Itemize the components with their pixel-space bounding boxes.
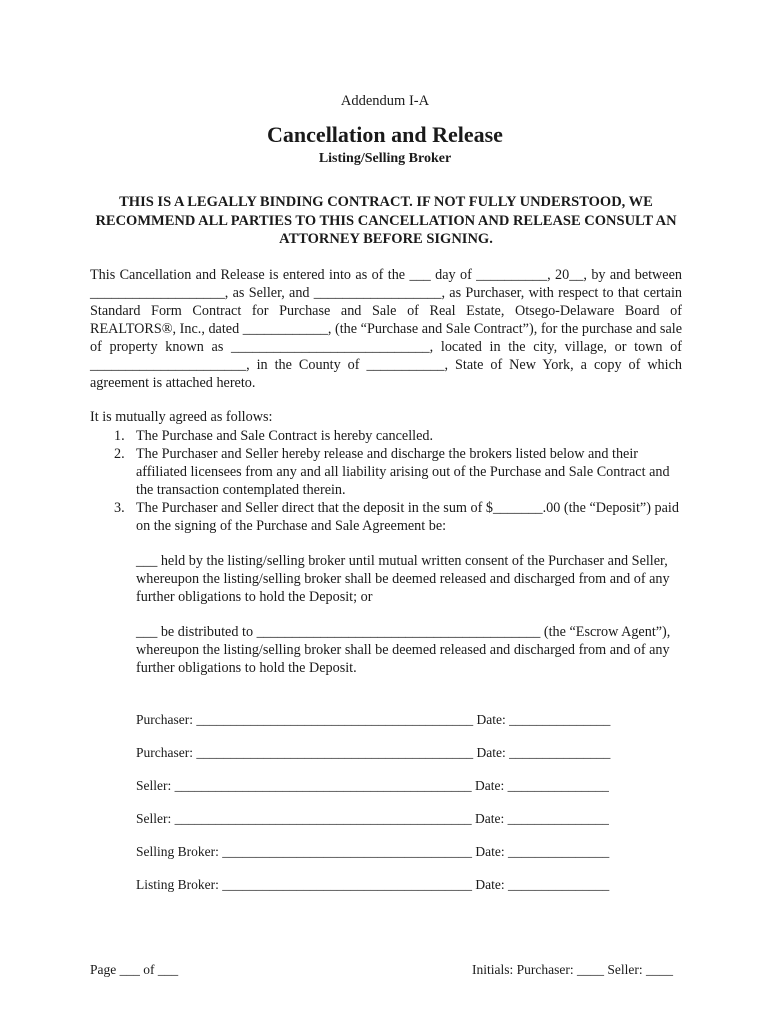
- deposit-option-distributed: ___ be distributed to ________________________________________ (the “Escrow Agent”), whereupon the listing/selling broker shall be deemed released and discharged from and of any further obligations to hold the Deposit.: [136, 624, 671, 676]
- signature-line-seller-2: Seller: ____________________________________________ Date: _______________: [136, 811, 609, 826]
- intro-paragraph: This Cancellation and Release is entered into as of the ___ day of __________, 20__, by and between ___________________, as Seller, and __________________, as Purchaser, with respect to that certain Standard Form Contract for Purchase and Sale of Real Estate, Otsego-Delaware Board of REALTORS®, Inc., dated ____________, (the “Purchase and Sale Contract”), for the purchase and sale of property known as ____________________________, located in the city, village, or town of ______________________, in the County of ___________, State of New York, a copy of which agreement is attached hereto.: [90, 267, 682, 391]
- list-item: [90, 445, 684, 499]
- item-number: 1.: [114, 428, 125, 444]
- agreed-intro: It is mutually agreed as follows:: [90, 409, 273, 425]
- signature-line-seller-1: Seller: ____________________________________________ Date: _______________: [136, 778, 609, 793]
- item-text: The Purchaser and Seller direct that the deposit in the sum of $_______.00 (the “Deposit”) paid on the signing of the Purchase and Sale Agreement be:: [136, 500, 679, 534]
- page-number: Page ___ of ___: [90, 962, 179, 977]
- item-text: The Purchaser and Seller hereby release and discharge the brokers listed below and their affiliated licensees from any and all liability arising out of the Purchase and Sale Contract and the transaction contemplated therein.: [136, 446, 670, 498]
- addendum-label: Addendum I-A: [340, 93, 430, 109]
- deposit-option-held: ___ held by the listing/selling broker until mutual written consent of the Purchaser and Seller, whereupon the listing/selling broker shall be deemed released and discharged from and of any further obligations to hold the Deposit; or: [136, 553, 670, 605]
- agreement-list: [90, 427, 684, 535]
- list-item: [90, 427, 684, 445]
- signature-line-purchaser-2: Purchaser: _________________________________________ Date: _______________: [136, 745, 611, 760]
- document-title: Cancellation and Release: [267, 122, 503, 147]
- initials-line: Initials: Purchaser: ____ Seller: ____: [472, 962, 673, 977]
- signature-line-listing-broker: Listing Broker: _____________________________________ Date: _______________: [136, 877, 610, 892]
- item-text: The Purchase and Sale Contract is hereby cancelled.: [136, 428, 434, 444]
- signature-line-selling-broker: Selling Broker: _____________________________________ Date: _______________: [136, 844, 610, 859]
- item-number: 3.: [114, 500, 125, 516]
- item-number: 2.: [114, 446, 125, 462]
- list-item: [90, 499, 684, 535]
- legal-warning: THIS IS A LEGALLY BINDING CONTRACT. IF NOT FULLY UNDERSTOOD, WE RECOMMEND ALL PARTIES TO THIS CANCELLATION AND RELEASE CONSULT AN ATTORNEY BEFORE SIGNING.: [95, 194, 677, 247]
- signature-line-purchaser-1: Purchaser: _________________________________________ Date: _______________: [136, 712, 611, 727]
- document-subtitle: Listing/Selling Broker: [318, 151, 452, 166]
